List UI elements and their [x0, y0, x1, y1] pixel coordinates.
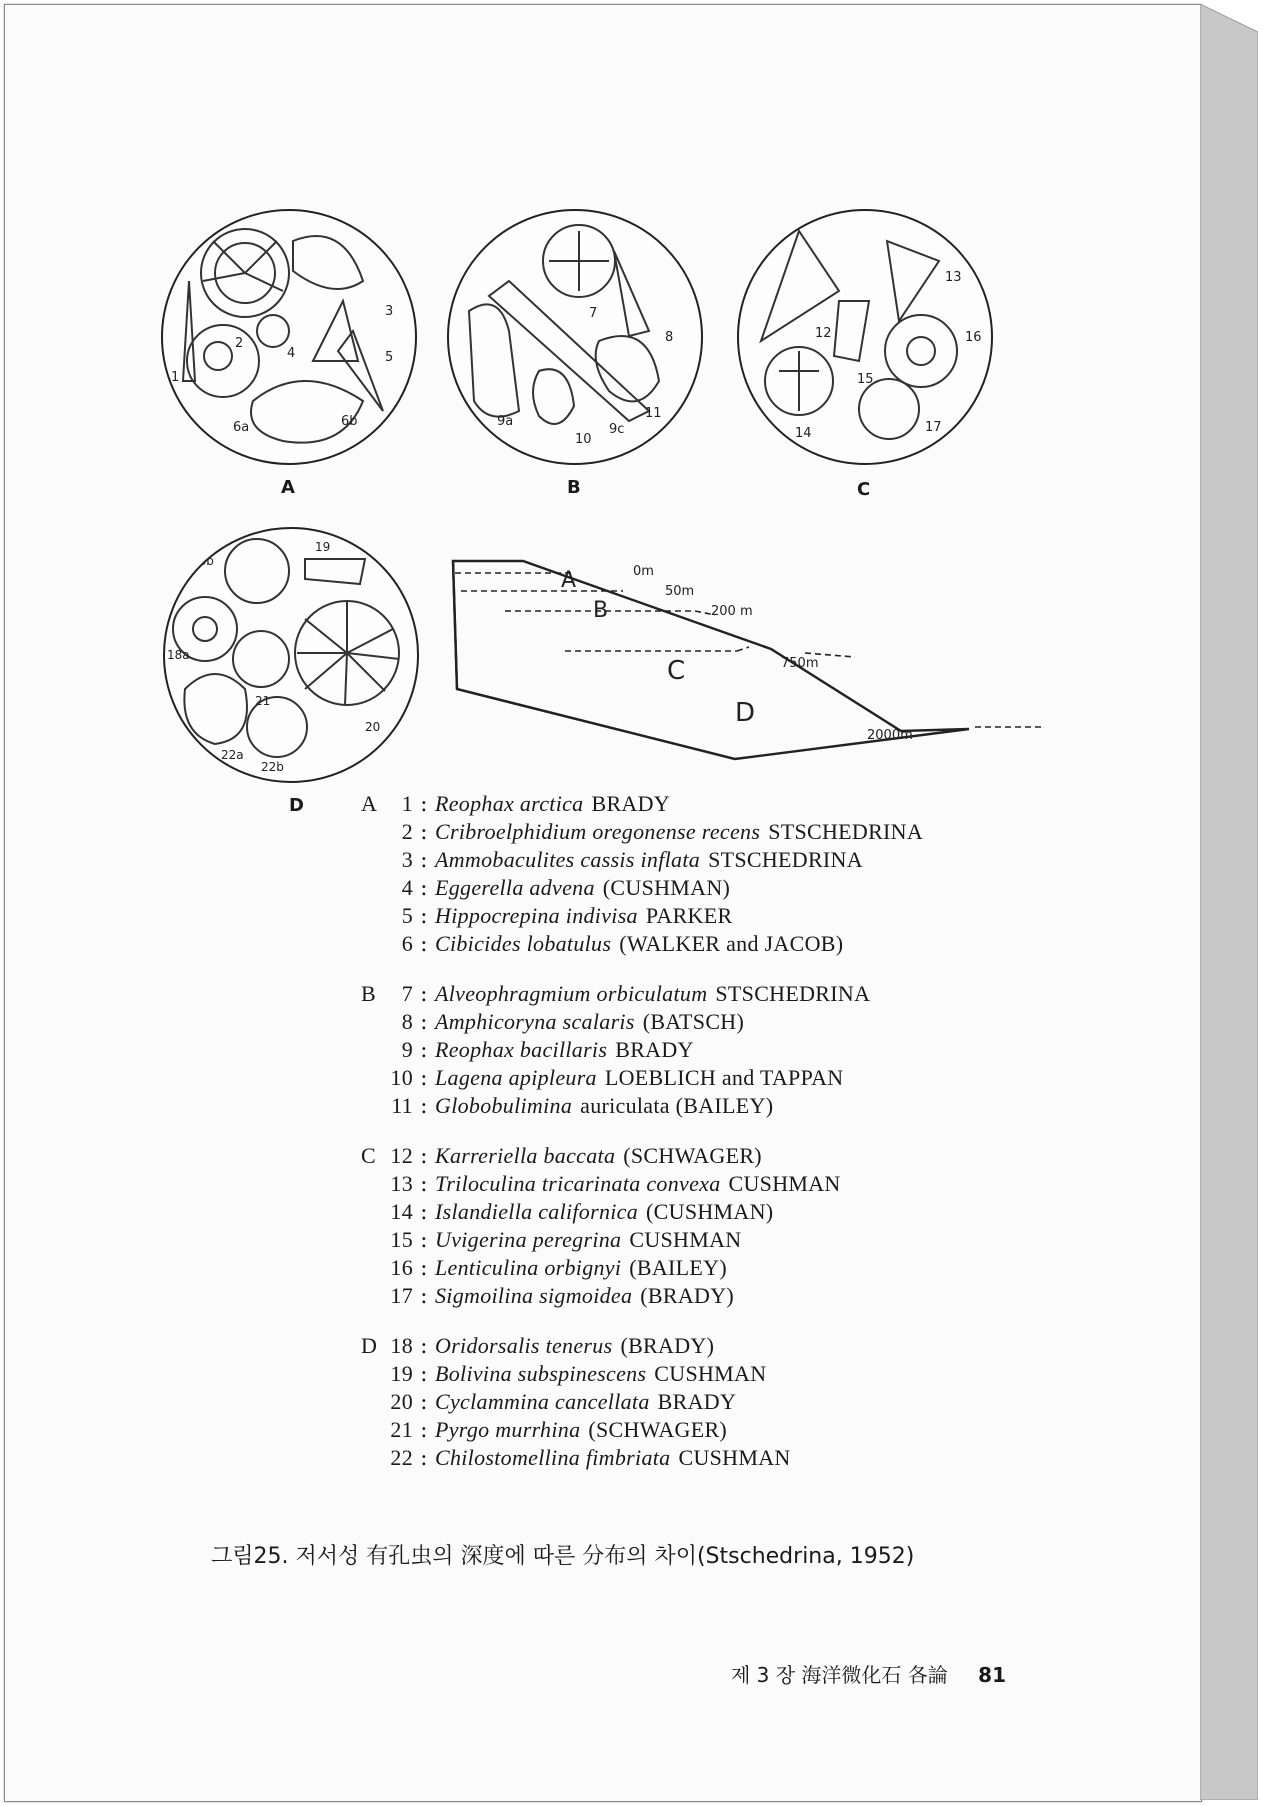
species-number: 6: [401, 931, 413, 956]
species-number: 9: [401, 1037, 413, 1062]
depth-label: 200 m: [711, 604, 753, 619]
legend-row: 14 : Islandiella californica (CUSHMAN): [361, 1199, 1081, 1227]
species-number: 18: [390, 1333, 413, 1358]
legend-row: 8 : Amphicoryna scalaris (BATSCH): [361, 1009, 1081, 1037]
legend-row: A 1 : Reophax arctica BRADY: [361, 791, 670, 817]
d-num: 22b: [261, 760, 284, 774]
species-name: Islandiella californica: [435, 1199, 639, 1224]
circle-d: [163, 527, 419, 783]
species-author: (BRADY): [620, 1333, 715, 1358]
species-number: 1: [401, 791, 413, 816]
species-author: CUSHMAN: [728, 1171, 841, 1196]
group-letter: A: [361, 791, 378, 816]
group-letter: D: [361, 1333, 378, 1358]
species-number: 2: [401, 819, 413, 844]
species-author: auriculata (BAILEY): [580, 1093, 774, 1118]
legend-row: 15 : Uvigerina peregrina CUSHMAN: [361, 1227, 1081, 1255]
species-name: Pyrgo murrhina: [435, 1417, 581, 1442]
species-number: 7: [401, 981, 413, 1006]
species-author: PARKER: [645, 903, 733, 928]
a-num: 6b: [341, 414, 358, 429]
depth-slope-diagram: [445, 553, 1045, 773]
circle-a: [161, 209, 417, 465]
species-number: 21: [390, 1417, 413, 1442]
b-num: 7: [589, 306, 598, 321]
b-num: 9a: [497, 414, 514, 429]
species-name: Cyclammina cancellata: [435, 1389, 650, 1414]
species-author: STSCHEDRINA: [708, 847, 863, 872]
species-number: 12: [390, 1143, 413, 1168]
legend-row: 4 : Eggerella advena (CUSHMAN): [361, 875, 1081, 903]
species-number: 4: [401, 875, 413, 900]
d-num: 18b: [191, 554, 214, 568]
legend-row: B 7 : Alveophragmium orbiculatum STSCHEDRINA: [361, 981, 871, 1007]
zone-d-label: D: [735, 698, 756, 728]
figure-caption: 그림25. 저서성 有孔虫의 深度에 따른 分布의 차이(Stschedrina, 1952): [211, 1544, 915, 1569]
species-author: BRADY: [615, 1037, 694, 1062]
species-author: STSCHEDRINA: [768, 819, 924, 844]
species-name: Karreriella baccata: [435, 1143, 616, 1168]
species-name: Sigmoilina sigmoidea: [435, 1283, 633, 1308]
book-page: [4, 4, 1202, 1802]
legend-group-d: [361, 1333, 1081, 1473]
legend-group-c: [361, 1143, 1081, 1311]
species-name: Alveophragmium orbiculatum: [435, 981, 708, 1006]
species-name: Globobulimina: [435, 1093, 573, 1118]
legend-row: 10 : Lagena apipleura LOEBLICH and TAPPAN: [361, 1065, 1081, 1093]
species-author: (SCHWAGER): [623, 1143, 762, 1168]
species-name: Hippocrepina indivisa: [435, 903, 638, 928]
species-name: Cibicides lobatulus: [435, 931, 612, 956]
legend-row: 13 : Triloculina tricarinata convexa CUSHMAN: [361, 1171, 1081, 1199]
d-num: 18a: [167, 648, 190, 662]
legend-row: 5 : Hippocrepina indivisa PARKER: [361, 903, 1081, 931]
c-num: 14: [795, 426, 812, 441]
page-number: 81: [978, 1663, 1006, 1687]
species-number: 11: [391, 1093, 413, 1118]
species-author: CUSHMAN: [629, 1227, 742, 1252]
species-name: Lenticulina orbignyi: [435, 1255, 622, 1280]
species-name: Reophax arctica: [435, 791, 584, 816]
b-num: 8: [665, 330, 674, 345]
species-number: 3: [401, 847, 413, 872]
d-num: 20: [365, 720, 381, 734]
species-number: 5: [401, 903, 413, 928]
chapter-title: 제 3 장 海洋微化石 各論: [731, 1663, 948, 1687]
species-name: Ammobaculites cassis inflata: [435, 847, 701, 872]
species-name: Cribroelphidium oregonense recens: [435, 819, 761, 844]
legend-row: D 18 : Oridorsalis tenerus (BRADY): [361, 1333, 715, 1359]
page-footer: [731, 1659, 1006, 1688]
circle-c-label: C: [857, 479, 871, 500]
d-num: 21: [255, 694, 271, 708]
legend-row: 19 : Bolivina subspinescens CUSHMAN: [361, 1361, 1081, 1389]
a-num: 1: [171, 370, 180, 385]
b-num: 11: [645, 406, 662, 421]
species-name: Oridorsalis tenerus: [435, 1333, 613, 1358]
species-name: Eggerella advena: [435, 875, 595, 900]
species-author: (BRADY): [640, 1283, 735, 1308]
species-number: 22: [390, 1445, 413, 1470]
group-letter: B: [361, 981, 376, 1006]
species-author: (BAILEY): [629, 1255, 727, 1280]
c-num: 15: [857, 372, 874, 387]
legend-row: 6 : Cibicides lobatulus (WALKER and JACOB): [361, 931, 1081, 959]
species-number: 20: [390, 1389, 413, 1414]
c-num: 12: [815, 326, 832, 341]
a-num: 3: [385, 304, 394, 319]
depth-label: 750m: [781, 656, 819, 671]
species-name: Lagena apipleura: [435, 1065, 597, 1090]
c-num: 16: [965, 330, 982, 345]
depth-label: 2000m: [867, 728, 913, 743]
species-number: 16: [390, 1255, 413, 1280]
species-author: CUSHMAN: [654, 1361, 767, 1386]
c-num: 13: [945, 270, 962, 285]
species-author: (CUSHMAN): [646, 1199, 774, 1224]
zone-b-label: B: [593, 598, 609, 623]
a-num: 4: [287, 346, 296, 361]
species-legend: [361, 791, 1081, 1495]
circle-a-label: A: [281, 477, 295, 498]
species-name: Uvigerina peregrina: [435, 1227, 622, 1252]
species-author: (BATSCH): [642, 1009, 745, 1034]
b-num: 9c: [609, 422, 625, 437]
d-num: 22a: [221, 748, 244, 762]
species-author: CUSHMAN: [678, 1445, 791, 1470]
legend-group-a: [361, 791, 1081, 959]
c-num: 17: [925, 420, 942, 435]
species-name: Triloculina tricarinata convexa: [435, 1171, 721, 1196]
legend-row: 20 : Cyclammina cancellata BRADY: [361, 1389, 1081, 1417]
species-number: 15: [390, 1227, 413, 1252]
circle-d-label: D: [289, 795, 304, 816]
legend-row: 16 : Lenticulina orbignyi (BAILEY): [361, 1255, 1081, 1283]
species-name: Chilostomellina fimbriata: [435, 1445, 671, 1470]
legend-group-b: [361, 981, 1081, 1121]
legend-row: 17 : Sigmoilina sigmoidea (BRADY): [361, 1283, 1081, 1311]
species-author: (WALKER and JACOB): [619, 931, 844, 956]
a-num: 2: [235, 336, 244, 351]
group-letter: C: [361, 1143, 376, 1168]
legend-row: 9 : Reophax bacillaris BRADY: [361, 1037, 1081, 1065]
legend-row: 11 : Globobulimina auriculata (BAILEY): [361, 1093, 1081, 1121]
species-number: 8: [401, 1009, 413, 1034]
d-num: 19: [315, 540, 331, 554]
zone-a-label: A: [561, 568, 577, 593]
depth-label: 0m: [633, 564, 654, 579]
circle-a-drawing: [163, 211, 415, 463]
circle-d-drawing: [165, 529, 417, 781]
species-number: 14: [390, 1199, 413, 1224]
species-name: Amphicoryna scalaris: [435, 1009, 635, 1034]
legend-row: C 12 : Karreriella baccata (SCHWAGER): [361, 1143, 762, 1169]
legend-row: 3 : Ammobaculites cassis inflata STSCHEDRINA: [361, 847, 1081, 875]
a-num: 5: [385, 350, 394, 365]
legend-row: 22 : Chilostomellina fimbriata CUSHMAN: [361, 1445, 1081, 1473]
species-author: BRADY: [591, 791, 670, 816]
species-number: 17: [390, 1283, 413, 1308]
species-author: STSCHEDRINA: [715, 981, 871, 1006]
species-number: 13: [390, 1171, 413, 1196]
depth-label: 50m: [665, 584, 695, 599]
circle-b: [447, 209, 703, 465]
b-num: 10: [575, 432, 592, 447]
circle-b-drawing: [449, 211, 701, 463]
species-number: 10: [390, 1065, 413, 1090]
book-edge: [1200, 4, 1258, 1800]
species-author: (SCHWAGER): [588, 1417, 728, 1442]
circle-b-label: B: [567, 477, 581, 498]
circle-c: [737, 209, 993, 465]
species-name: Bolivina subspinescens: [435, 1361, 647, 1386]
circle-c-drawing: [739, 211, 991, 463]
legend-row: 21 : Pyrgo murrhina (SCHWAGER): [361, 1417, 1081, 1445]
legend-row: 2 : Cribroelphidium oregonense recens STSCHEDRINA: [361, 819, 1081, 847]
species-name: Reophax bacillaris: [435, 1037, 608, 1062]
a-num: 6a: [233, 420, 250, 435]
species-author: LOEBLICH and TAPPAN: [604, 1065, 844, 1090]
species-author: (CUSHMAN): [602, 875, 731, 900]
species-author: BRADY: [657, 1389, 737, 1414]
species-number: 19: [390, 1361, 413, 1386]
zone-c-label: C: [667, 656, 686, 686]
